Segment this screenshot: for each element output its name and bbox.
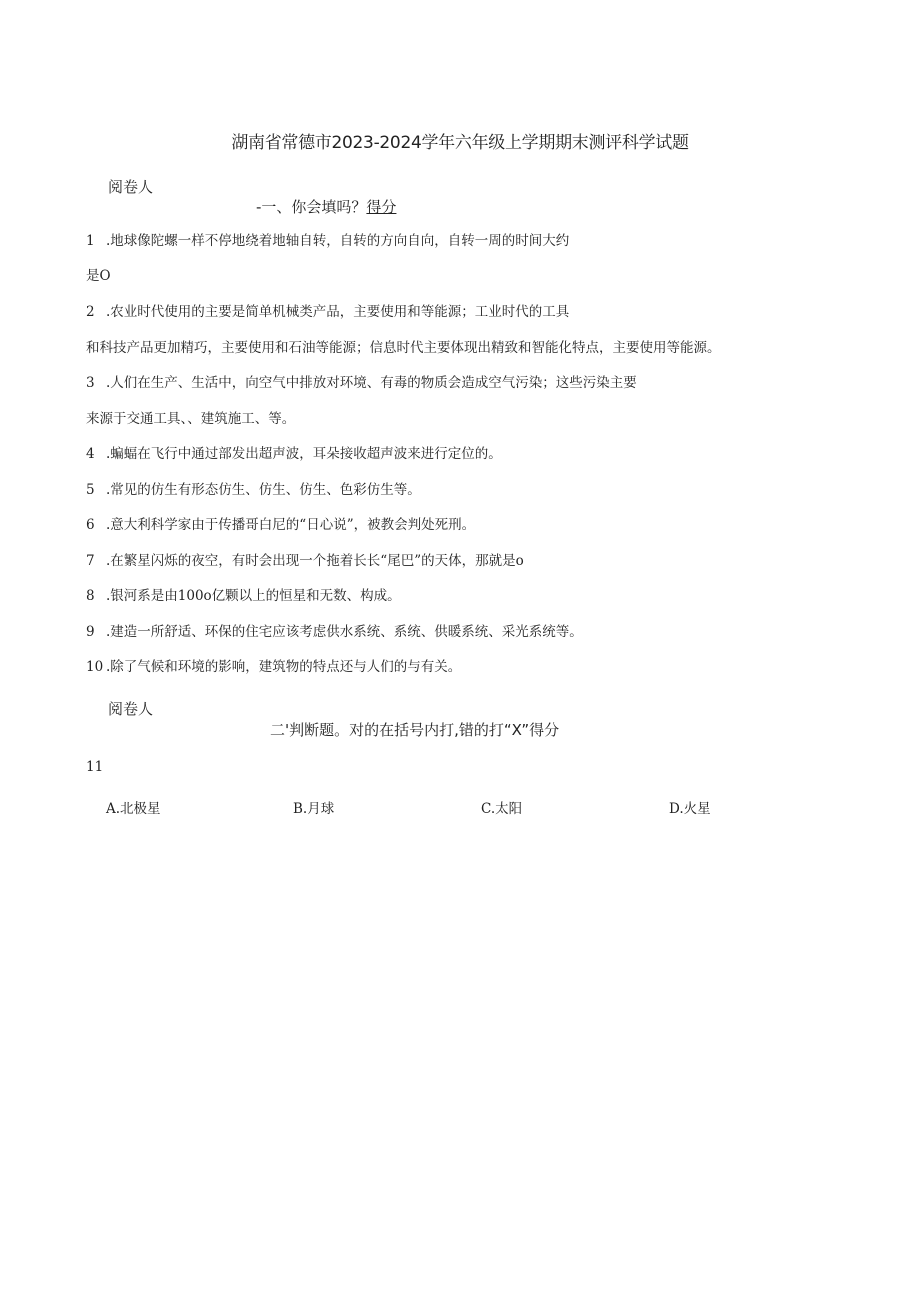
question-text: .意大利科学家由于传播哥白尼的“日心说”，被教会判处死刑。 [106, 517, 476, 533]
question-3 [86, 374, 637, 392]
question-number: 8 [86, 588, 95, 604]
question-1-continuation: 是O [86, 268, 111, 284]
section-heading: 二'判断题。对的在括号内打,错的打“X”得分 [270, 721, 560, 739]
option-c: C.太阳 [481, 801, 523, 817]
question-number: 5 [86, 482, 95, 498]
question-number: 10 [86, 659, 104, 675]
question-4 [86, 445, 502, 463]
question-text: .银河系是由100o亿颗以上的恒星和无数、构成。 [106, 588, 401, 604]
reviewer-label: 阅卷人 [108, 178, 154, 196]
section-heading-score: 得分 [366, 198, 397, 216]
option-a: A.北极星 [106, 801, 161, 817]
question-number: 1 [86, 233, 95, 249]
question-text: .农业时代使用的主要是简单机械类产品，主要使用和等能源；工业时代的工具 [106, 304, 570, 320]
question-text: .常见的仿生有形态仿生、仿生、仿生、色彩仿生等。 [106, 482, 421, 498]
reviewer-label: 阅卷人 [108, 700, 154, 718]
question-text: .蝙蝠在飞行中通过部发出超声波，耳朵接收超声波来进行定位的。 [106, 446, 502, 462]
question-7 [86, 552, 524, 570]
section-heading-main: -一、你会填吗？ [256, 198, 367, 216]
question-3-continuation: 来源于交通工具、、建筑施工、等。 [86, 411, 296, 427]
question-text: .人们在生产、生活中，向空气中排放对环境、有毒的物质会造成空气污染；这些污染主要 [106, 375, 637, 391]
option-d: D.火星 [669, 801, 711, 817]
question-text: .在繁星闪烁的夜空，有时会出现一个拖着长长“尾巴”的天体，那就是o [106, 553, 524, 569]
question-number: 7 [86, 553, 95, 569]
question-8 [86, 587, 401, 605]
question-text: .除了气候和环境的影响，建筑物的特点还与人们的与有关。 [106, 659, 462, 675]
question-number: 9 [86, 624, 95, 640]
question-number: 6 [86, 517, 95, 533]
section-heading [256, 196, 396, 217]
question-10 [86, 658, 461, 676]
question-5 [86, 481, 421, 499]
question-1 [86, 232, 569, 250]
question-number: 2 [86, 304, 95, 320]
question-number: 3 [86, 375, 95, 391]
option-b: B.月球 [293, 801, 335, 817]
question-number: 4 [86, 446, 95, 462]
question-11-number: 11 [86, 759, 104, 775]
page-title: 湖南省常德市2023-2024学年六年级上学期期末测评科学试题 [231, 133, 689, 153]
question-2-continuation: 和科技产品更加精巧，主要使用和石油等能源；信息时代主要体现出精致和智能化特点，主要使用等能源。 [86, 340, 721, 356]
question-text: .建造一所舒适、环保的住宅应该考虑供水系统、系统、供暖系统、采光系统等。 [106, 624, 583, 640]
question-text: .地球像陀螺一样不停地绕着地轴自转，自转的方向自向，自转一周的时间大约 [106, 233, 570, 249]
question-6 [86, 516, 475, 534]
question-9 [86, 623, 583, 641]
question-2 [86, 303, 569, 321]
